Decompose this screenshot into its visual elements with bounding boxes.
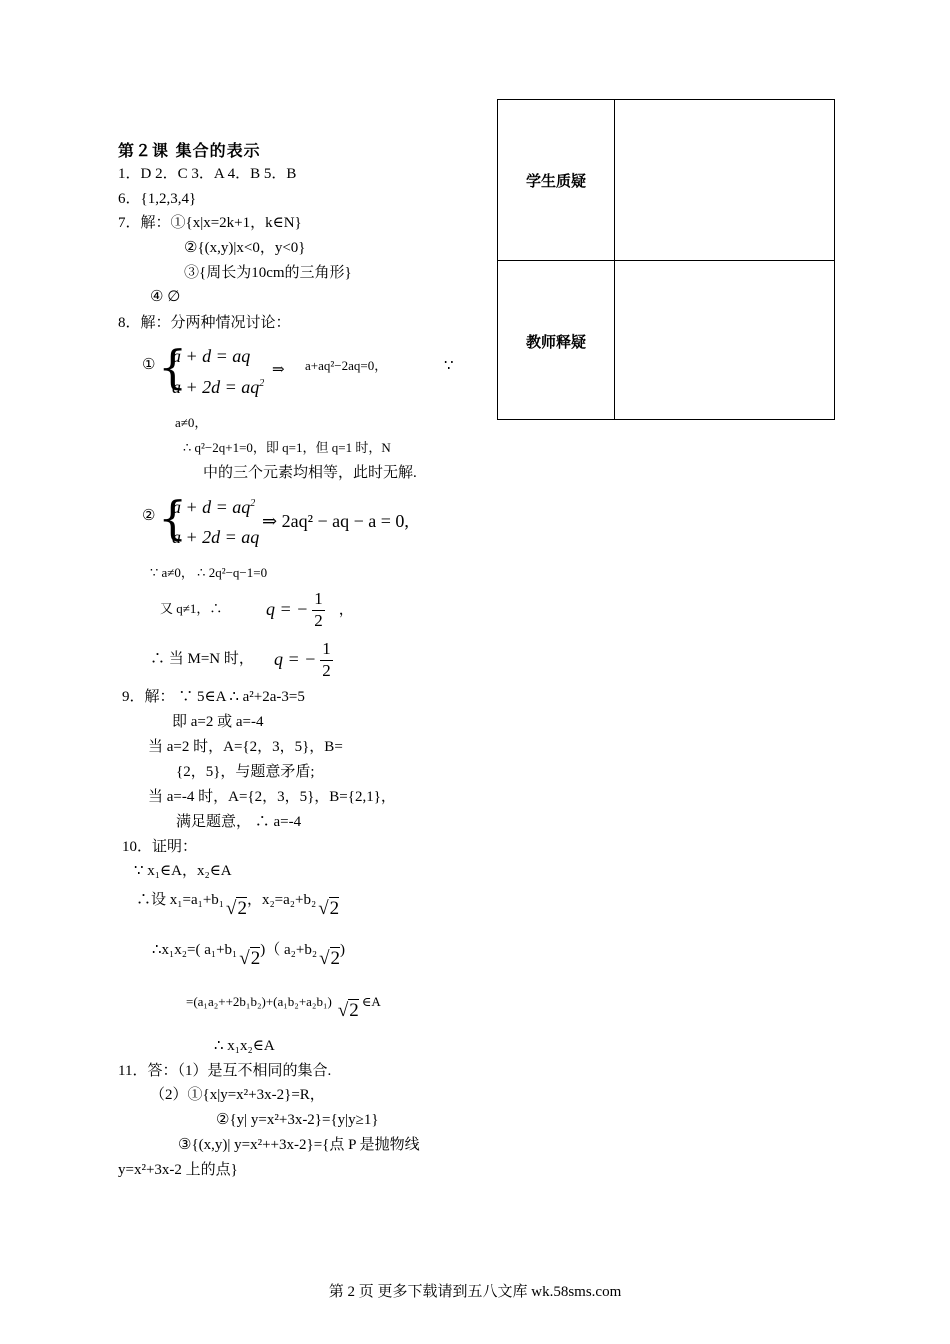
case2-eq2: a + 2d = aq xyxy=(172,527,260,547)
sqrt-two-c: √2 xyxy=(239,948,261,969)
case2-label: ② xyxy=(142,508,156,524)
answer-11-line2: （2）①{x|y=x²+3x-2}=R， xyxy=(150,1087,325,1103)
table-divider-horizontal xyxy=(498,260,834,261)
product-end: ) xyxy=(340,942,345,958)
answers-1-5: 1．D 2．C 3．A 4．B 5．B xyxy=(118,166,297,182)
question-table xyxy=(497,99,835,420)
circled-four: ④ xyxy=(150,289,164,305)
sqrt-two-c-value: 2 xyxy=(250,948,261,969)
product-middle: )（ a₂+b₂ xyxy=(260,942,318,958)
case1-arrow: ⇒ xyxy=(272,362,285,378)
sqrt-two-b: √2 xyxy=(318,898,340,919)
case2-eq1 xyxy=(172,497,255,519)
case1-line3: ∴ q²−2q+1=0，即 q=1，但 q=1 时，N xyxy=(183,440,391,455)
answer-7-line4 xyxy=(150,288,180,306)
answer-10-line1: 10．证明： xyxy=(122,839,198,855)
case2-eq1-exp: 2 xyxy=(250,498,256,509)
sqrt-two-e-value: 2 xyxy=(349,1000,359,1021)
answer-10-line5 xyxy=(186,990,381,1021)
x2-definition: ，x₂=a₂+b₂ xyxy=(246,892,317,908)
case2-line3-pre: 又 q≠1，∴ xyxy=(160,601,223,616)
case2-line2: ∵ a≠0， ∴ 2q²−q−1=0 xyxy=(150,565,268,580)
fraction-denominator: 2 xyxy=(314,610,323,630)
belongs-to-a: ∈A xyxy=(361,994,381,1009)
fraction-half xyxy=(312,589,325,631)
answer-10-line3 xyxy=(136,888,340,919)
case2-line3-post: ， xyxy=(338,602,354,618)
sqrt-two-value: 2 xyxy=(237,898,247,919)
case1-result: a+aq²−2aq=0， xyxy=(305,358,388,373)
sqrt-two-e: √2 xyxy=(337,1000,359,1021)
answer-9-line6: 满足题意， ∴ a=-4 xyxy=(176,814,302,830)
page-title: 第２课 集合的表示 xyxy=(118,141,261,160)
answer-11-line4: ③{(x,y)| y=x²++3x-2}={点 P 是抛物线 xyxy=(178,1137,420,1153)
answer-8-head: 8．解：分两种情况讨论： xyxy=(118,315,291,331)
answer-11-line1: 11．答：（1）是互不相同的集合. xyxy=(118,1063,332,1079)
answer-10-line4 xyxy=(152,938,345,969)
case1-line2: a≠0， xyxy=(175,415,208,430)
sqrt-two-d: √2 xyxy=(319,948,340,969)
fraction-denominator-final: 2 xyxy=(322,660,331,680)
student-question-label: 学生质疑 xyxy=(525,172,586,190)
case2-line4-pre: ∴ 当 M=N 时， xyxy=(150,651,254,667)
sqrt-two-d-value: 2 xyxy=(330,948,340,969)
teacher-answer-label: 教师释疑 xyxy=(525,333,586,351)
answer-9-line5: 当 a=-4 时，A={2，3，5}，B={2,1}， xyxy=(148,789,396,805)
answer-9-line4: {2，5}，与题意矛盾; xyxy=(176,764,315,780)
case2-final-q xyxy=(274,636,333,684)
case2-brace: { xyxy=(158,491,188,545)
case1-label: ① xyxy=(142,357,156,373)
answer-9-line1: 9．解： ∵ 5∈A ∴ a²+2a-3=5 xyxy=(122,689,305,705)
x1-definition: ∴设 x₁=a₁+b₁ xyxy=(136,892,225,908)
q-equals-final: q = − xyxy=(274,649,317,670)
fraction-numerator: 1 xyxy=(314,589,323,609)
case2-eq1-text: a + d = aq xyxy=(172,497,251,517)
case1-because: ∵ xyxy=(444,358,454,374)
case2-result: ⇒ 2aq² − aq − a = 0, xyxy=(262,511,409,531)
answer-10-line6: ∴ x₁x₂∈A xyxy=(214,1038,275,1054)
sqrt-two-b-value: 2 xyxy=(329,898,340,919)
answer-7-line2: ②{(x,y)|x<0，y<0} xyxy=(184,240,306,256)
empty-set-symbol: ∅ xyxy=(167,289,181,305)
case2-q-expression xyxy=(266,586,354,634)
answer-9-line3: 当 a=2 时，A={2，3，5}，B= xyxy=(148,739,343,755)
answer-6: 6．{1,2,3,4} xyxy=(118,191,197,207)
case1-line4: 中的三个元素均相等，此时无解. xyxy=(203,465,417,481)
case1-eq1: a + d = aq xyxy=(172,346,251,366)
product-expansion: =(a₁a₂++2b₁b₂)+(a₁b₂+a₂b₁) xyxy=(186,994,332,1009)
page-footer: 第 2 页 更多下载请到五八文库 wk.58sms.com xyxy=(328,1284,622,1300)
answer-10-line2: ∵ x₁∈A，x₂∈A xyxy=(134,863,232,879)
answer-11-line5: y=x²+3x-2 上的点} xyxy=(118,1162,238,1178)
case1-eq2 xyxy=(172,377,264,399)
case1-eq2-exp: 2 xyxy=(259,378,265,389)
case1-brace: { xyxy=(158,340,188,394)
answer-9-line2: 即 a=2 或 a=-4 xyxy=(172,714,264,730)
answer-11-line3: ②{y| y=x²+3x-2}={y|y≥1} xyxy=(216,1112,379,1128)
fraction-numerator-final: 1 xyxy=(322,639,331,659)
q-equals: q = − xyxy=(266,599,309,620)
product-start: ∴x₁x₂=( a₁+b₁ xyxy=(152,942,238,958)
sqrt-two: √2 xyxy=(226,898,247,919)
fraction-half-final xyxy=(320,639,333,681)
answer-7-head: 7．解：①{x|x=2k+1，k∈N} xyxy=(118,215,302,231)
case1-eq2-text: a + 2d = aq xyxy=(172,377,260,397)
answer-7-line3: ③{周长为10cm的三角形} xyxy=(184,265,352,281)
